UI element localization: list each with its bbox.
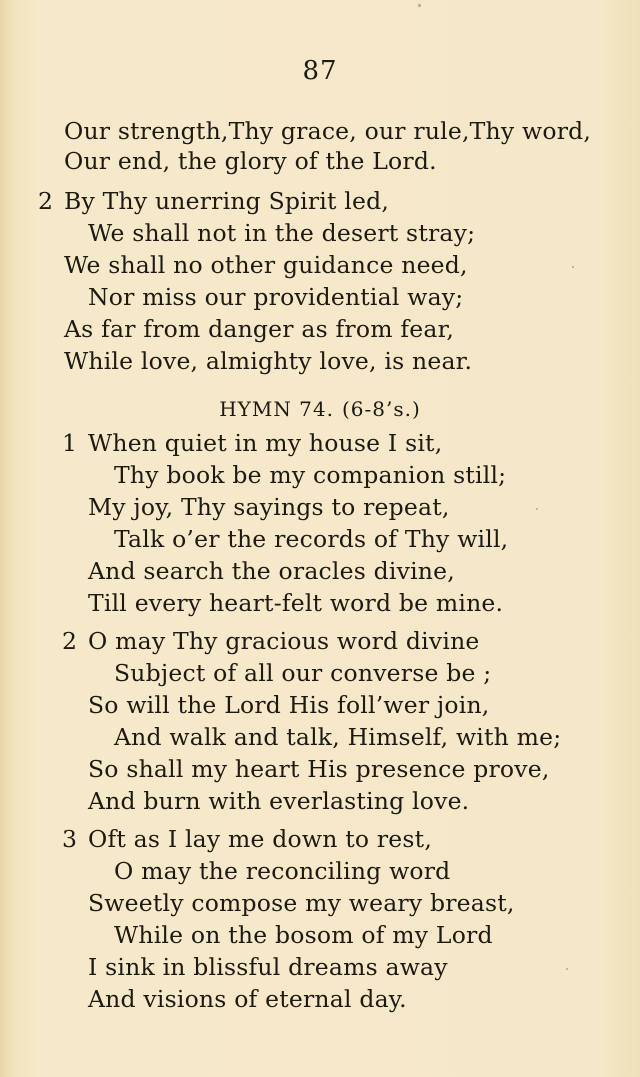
verse-line: Sweetly compose my weary breast, <box>88 889 515 917</box>
print-speck <box>566 968 568 970</box>
verse-line: O may the reconciling word <box>114 857 451 885</box>
verse-line: I sink in blissful dreams away <box>88 953 448 981</box>
verse-line: Thy book be my companion still; <box>114 461 507 489</box>
verse-line: We shall not in the desert stray; <box>88 219 476 247</box>
verse-line: So will the Lord His foll’wer join, <box>88 691 490 719</box>
verse-line: And visions of eternal day. <box>88 985 407 1013</box>
verse-line: Nor miss our providential way; <box>88 283 464 311</box>
verse-line: By Thy unerring Spirit led, <box>64 187 390 215</box>
verse-line: We shall no other guidance need, <box>64 251 468 279</box>
verse-number: 3 <box>62 825 77 853</box>
print-speck <box>572 266 574 268</box>
verse-line: While love, almighty love, is near. <box>64 347 473 375</box>
verse-line: While on the bosom of my Lord <box>114 921 493 949</box>
verse-line: So shall my heart His presence prove, <box>88 755 550 783</box>
hymn-title <box>0 394 640 424</box>
verse-line: Our end, the glory of the Lord. <box>64 147 437 175</box>
hymn-meter: (6-8’s.) <box>342 397 421 421</box>
verse-line: As far from danger as from fear, <box>64 315 455 343</box>
verse-line: Till every heart-felt word be mine. <box>88 589 504 617</box>
verse-line: O may Thy gracious word divine <box>88 627 480 655</box>
verse-line: Talk o’er the records of Thy will, <box>114 525 509 553</box>
print-speck <box>536 508 538 510</box>
hymn-number: HYMN 74. <box>219 397 334 421</box>
verse-number: 2 <box>62 627 77 655</box>
verse-number: 2 <box>38 187 53 215</box>
verse-line: And burn with everlasting love. <box>88 787 470 815</box>
verse-line: When quiet in my house I sit, <box>88 429 443 457</box>
verse-line: Subject of all our converse be ; <box>114 659 492 687</box>
verse-line: Our strength,Thy grace, our rule,Thy word, <box>64 117 592 145</box>
verse-line: And search the oracles divine, <box>88 557 455 585</box>
verse-line: My joy, Thy sayings to repeat, <box>88 493 450 521</box>
print-speck <box>418 4 421 7</box>
page-number: 87 <box>302 56 338 86</box>
verse-line: And walk and talk, Himself, with me; <box>114 723 562 751</box>
verse-line: Oft as I lay me down to rest, <box>88 825 432 853</box>
verse-number: 1 <box>62 429 77 457</box>
